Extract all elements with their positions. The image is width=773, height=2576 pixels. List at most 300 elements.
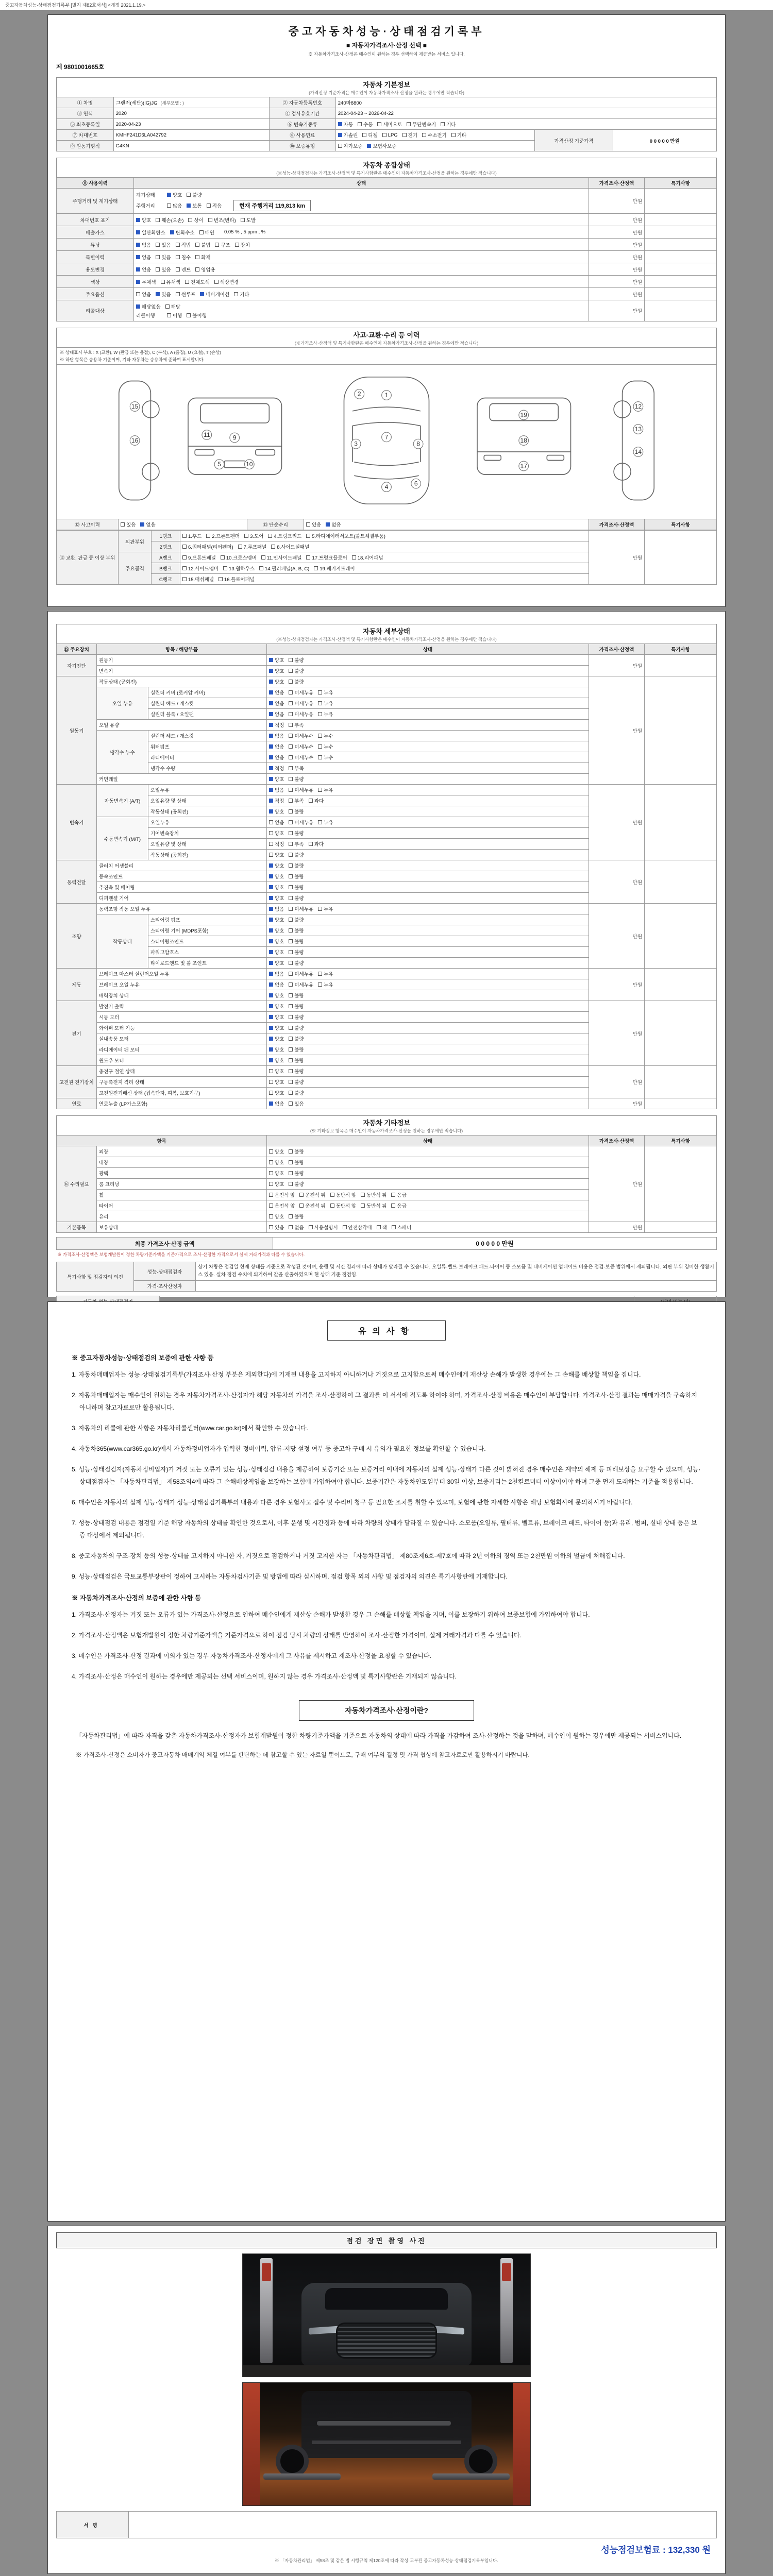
checkbox-option[interactable] xyxy=(269,797,284,804)
checkbox-option[interactable] xyxy=(318,700,333,707)
options-group xyxy=(269,1148,309,1155)
device-group-label: 전기 xyxy=(57,1001,97,1066)
cell: 리콜대상 xyxy=(57,300,134,321)
checkbox-option[interactable] xyxy=(269,1035,284,1042)
cell: 주요옵션 xyxy=(57,288,134,300)
checkbox-option[interactable] xyxy=(269,1213,284,1220)
checkbox-option[interactable] xyxy=(269,1191,295,1198)
cell: 만원 xyxy=(589,189,645,214)
checkbox-option[interactable] xyxy=(358,121,373,128)
checkbox-icon xyxy=(289,723,293,727)
option-label: 운전석 뒤 xyxy=(305,1193,326,1198)
checkbox-option[interactable] xyxy=(289,743,313,750)
checkbox-option[interactable] xyxy=(188,216,203,224)
panel-number-text: 2 xyxy=(357,390,361,398)
checkbox-option[interactable] xyxy=(377,121,402,128)
checkbox-icon xyxy=(306,522,310,527)
checkbox-option[interactable] xyxy=(338,121,353,128)
checkbox-option[interactable] xyxy=(269,840,284,848)
checkbox-option[interactable] xyxy=(289,829,304,837)
checkbox-option[interactable] xyxy=(318,743,333,750)
checkbox-option[interactable] xyxy=(306,554,347,561)
checkbox-option[interactable] xyxy=(182,565,219,572)
checkbox-option[interactable] xyxy=(156,216,183,224)
option-label: 불량 xyxy=(294,885,304,891)
checkbox-option[interactable] xyxy=(422,131,447,139)
checkbox-option[interactable] xyxy=(206,532,240,539)
checkbox-option[interactable] xyxy=(289,689,313,696)
checkbox-option[interactable] xyxy=(289,840,304,848)
checkbox-option[interactable] xyxy=(269,721,284,728)
item-subgroup-label: 자동변속기 (A/T) xyxy=(97,785,148,817)
checkbox-option[interactable] xyxy=(289,797,304,804)
checkbox-option[interactable] xyxy=(289,710,313,718)
checkbox-option[interactable] xyxy=(269,873,284,880)
checkbox-option[interactable] xyxy=(269,851,284,858)
checkbox-option[interactable] xyxy=(187,191,201,198)
checkbox-option[interactable] xyxy=(269,916,284,923)
checkbox-option[interactable] xyxy=(167,312,182,319)
checkbox-option[interactable] xyxy=(176,291,196,298)
section-accident-head xyxy=(56,328,717,347)
checkbox-icon xyxy=(289,658,293,662)
checkbox-option[interactable] xyxy=(269,1078,284,1086)
note-cell xyxy=(645,1146,717,1222)
checkbox-option[interactable] xyxy=(289,656,304,664)
checkbox-option[interactable] xyxy=(299,1202,325,1209)
checkbox-option[interactable] xyxy=(299,1191,325,1198)
checkbox-option[interactable] xyxy=(289,1170,304,1177)
checkbox-icon xyxy=(289,766,293,770)
checkbox-option[interactable] xyxy=(309,797,324,804)
checkbox-option[interactable] xyxy=(156,266,171,273)
checkbox-option[interactable] xyxy=(391,1191,406,1198)
checkbox-option[interactable] xyxy=(156,241,171,248)
checkbox-option[interactable] xyxy=(289,873,304,880)
cell xyxy=(645,239,717,251)
section-title-basic: 자동차 기본정보 xyxy=(363,81,410,89)
checkbox-option[interactable] xyxy=(289,927,304,934)
checkbox-option[interactable] xyxy=(289,884,304,891)
checkbox-option[interactable] xyxy=(382,132,398,138)
option-label: 이행 xyxy=(173,313,182,319)
checkbox-option[interactable] xyxy=(269,992,284,999)
checkbox-option[interactable] xyxy=(361,1202,386,1209)
price-cell: 만원 xyxy=(589,1146,645,1222)
checkbox-option[interactable] xyxy=(269,1100,284,1107)
checkbox-option[interactable] xyxy=(309,1224,338,1231)
checkbox-option[interactable] xyxy=(269,732,284,739)
checkbox-option[interactable] xyxy=(289,775,304,783)
checkbox-option[interactable] xyxy=(367,142,396,149)
checkbox-option[interactable] xyxy=(269,689,284,696)
device-group-label: ⑯ 수리필요 xyxy=(57,1146,97,1222)
checkbox-option[interactable] xyxy=(208,216,236,224)
checkbox-option[interactable] xyxy=(269,894,284,902)
option-label: 기타 xyxy=(457,133,467,139)
checkbox-icon xyxy=(221,555,225,560)
checkbox-option[interactable] xyxy=(289,732,313,739)
checkbox-option[interactable] xyxy=(289,1159,304,1166)
notice-section xyxy=(56,1308,717,1760)
checkbox-option[interactable] xyxy=(289,1067,304,1075)
checkbox-option[interactable] xyxy=(136,278,156,285)
checkbox-option[interactable] xyxy=(269,1148,284,1155)
option-label: 불량 xyxy=(294,1080,304,1086)
checkbox-option[interactable] xyxy=(269,775,284,783)
checkbox-icon xyxy=(121,522,125,527)
checkbox-option[interactable] xyxy=(289,1003,304,1010)
checkbox-option[interactable] xyxy=(195,266,215,273)
car-damage-diagram xyxy=(67,367,706,514)
checkbox-option[interactable] xyxy=(289,1024,304,1031)
checkbox-option[interactable] xyxy=(261,554,302,561)
option-label: 있음 xyxy=(161,267,171,273)
checkbox-option[interactable] xyxy=(326,521,341,528)
checkbox-option[interactable] xyxy=(121,521,136,528)
checkbox-option[interactable] xyxy=(289,786,313,793)
checkbox-option[interactable] xyxy=(269,884,284,891)
checkbox-icon xyxy=(441,122,445,126)
checkbox-option[interactable] xyxy=(289,1089,304,1096)
notice-item: 4. 자동차365(www.car365.go.kr)에서 자동차정비업자가 입력한 정비이력, 압류·저당 설정 여부 등 중고차 구매 시 유의가 필요한 정보를 확인할 수 있습니다. xyxy=(72,1445,486,1452)
rank-label: 2랭크 xyxy=(152,541,180,552)
item-label: 와이퍼 모터 기능 xyxy=(97,1023,267,1033)
checkbox-option[interactable] xyxy=(289,992,304,999)
checkbox-option[interactable] xyxy=(161,278,181,285)
checkbox-option[interactable] xyxy=(271,543,309,550)
checkbox-option[interactable] xyxy=(170,229,195,236)
cell xyxy=(180,541,589,552)
checkbox-option[interactable] xyxy=(269,1057,284,1064)
checkbox-option[interactable] xyxy=(241,216,256,224)
checkbox-option[interactable] xyxy=(289,948,304,956)
checked-checkbox-icon xyxy=(269,928,273,933)
checkbox-option[interactable] xyxy=(200,291,229,298)
checkbox-option[interactable] xyxy=(269,710,284,718)
option-label: 양호 xyxy=(275,1004,284,1010)
checkbox-option[interactable] xyxy=(269,1159,284,1166)
checkbox-option[interactable] xyxy=(362,131,377,139)
checkbox-option[interactable] xyxy=(318,710,333,718)
options-group xyxy=(269,894,309,902)
checked-checkbox-icon xyxy=(269,993,273,997)
checkbox-option[interactable] xyxy=(289,1035,304,1042)
checkbox-icon xyxy=(269,853,273,857)
checkbox-option[interactable] xyxy=(269,678,284,685)
checkbox-option[interactable] xyxy=(269,1003,284,1010)
checkbox-icon xyxy=(289,961,293,965)
checkbox-option[interactable] xyxy=(289,970,313,977)
checkbox-option[interactable] xyxy=(182,543,233,550)
checkbox-option[interactable] xyxy=(289,1224,304,1231)
checkbox-option[interactable] xyxy=(392,1224,412,1231)
cell xyxy=(267,1168,589,1179)
checkbox-option[interactable] xyxy=(269,808,284,815)
checkbox-option[interactable] xyxy=(314,565,355,572)
checkbox-option[interactable] xyxy=(289,808,304,815)
checkbox-option[interactable] xyxy=(269,754,284,761)
checkbox-option[interactable] xyxy=(182,554,216,561)
checkbox-option[interactable] xyxy=(289,851,304,858)
checkbox-option[interactable] xyxy=(176,266,191,273)
checkbox-option[interactable] xyxy=(136,241,151,248)
option-label: 7.루프패널 xyxy=(243,545,267,550)
checked-checkbox-icon xyxy=(269,1004,273,1008)
checkbox-option[interactable] xyxy=(165,303,180,310)
section-title-detail: 자동차 세부상태 xyxy=(363,628,410,635)
cell xyxy=(645,189,717,214)
item-label: 오일유량 및 상태 xyxy=(148,795,267,806)
section-title-misc: 자동차 기타정보 xyxy=(363,1119,410,1127)
checkbox-option[interactable] xyxy=(338,142,363,149)
checkbox-option[interactable] xyxy=(318,905,333,912)
inspection-photo-underbody xyxy=(242,2382,531,2506)
checkbox-option[interactable] xyxy=(136,291,151,298)
checkbox-icon xyxy=(391,1193,395,1197)
checkbox-option[interactable] xyxy=(269,970,284,977)
checkbox-option[interactable] xyxy=(207,202,222,209)
checkbox-icon xyxy=(391,1204,395,1208)
checkbox-option[interactable] xyxy=(176,253,191,261)
checkbox-option[interactable] xyxy=(289,1013,304,1021)
option-label: 14.필러패널(A, B, C) xyxy=(265,566,310,572)
checkbox-option[interactable] xyxy=(185,278,210,285)
checkbox-option[interactable] xyxy=(318,732,333,739)
checkbox-option[interactable] xyxy=(318,970,333,977)
checkbox-option[interactable] xyxy=(289,754,313,761)
checkbox-option[interactable] xyxy=(219,575,255,583)
checkbox-option[interactable] xyxy=(176,241,191,248)
options-group xyxy=(269,1078,309,1086)
checkbox-option[interactable] xyxy=(407,121,436,128)
panel-group-label: 외판부위 xyxy=(119,531,152,552)
options-group xyxy=(269,689,338,696)
checkbox-option[interactable] xyxy=(259,565,309,572)
checkbox-option[interactable] xyxy=(223,565,255,572)
checkbox-option[interactable] xyxy=(289,916,304,923)
checkbox-option[interactable] xyxy=(309,840,324,848)
option-label: 17.트렁크플로어 xyxy=(312,555,347,561)
checkbox-option[interactable] xyxy=(244,532,263,539)
checkbox-option[interactable] xyxy=(269,862,284,869)
cell: 만원 xyxy=(589,531,645,585)
checkbox-option[interactable] xyxy=(136,253,151,261)
checkbox-option[interactable] xyxy=(289,959,304,967)
checked-checkbox-icon xyxy=(269,907,273,911)
checkbox-icon xyxy=(309,799,313,803)
overall-row xyxy=(57,288,717,300)
checkbox-option[interactable] xyxy=(269,829,284,837)
checkbox-option[interactable] xyxy=(330,1191,356,1198)
option-label: 없음 xyxy=(275,820,284,826)
checkbox-option[interactable] xyxy=(182,575,214,583)
checkbox-option[interactable] xyxy=(269,1224,284,1231)
detail-state-table xyxy=(56,643,717,1109)
checkbox-option[interactable] xyxy=(289,678,304,685)
checkbox-option[interactable] xyxy=(402,131,417,139)
option-label: 양호 xyxy=(275,961,284,967)
checked-checkbox-icon xyxy=(338,133,342,137)
checkbox-icon xyxy=(182,534,187,538)
checkbox-option[interactable] xyxy=(238,543,267,550)
checkbox-option[interactable] xyxy=(140,521,155,528)
checkbox-option[interactable] xyxy=(167,202,182,209)
option-label: 불량 xyxy=(294,950,304,956)
option-label: 있음 xyxy=(126,522,136,528)
checkbox-option[interactable] xyxy=(306,521,321,528)
vin-label: ⑦ 차대번호 xyxy=(57,130,114,141)
overall-row xyxy=(57,300,717,321)
checkbox-option[interactable] xyxy=(338,131,358,139)
option-label: 상이 xyxy=(194,217,204,224)
checkbox-option[interactable] xyxy=(235,241,250,248)
checkbox-option[interactable] xyxy=(269,743,284,750)
option-label: 안전삼각대 xyxy=(348,1225,372,1231)
checkbox-option[interactable] xyxy=(352,554,383,561)
cell xyxy=(267,687,589,698)
checkbox-icon xyxy=(299,1204,304,1208)
checkbox-option[interactable] xyxy=(391,1202,406,1209)
checkbox-option[interactable] xyxy=(187,202,201,209)
page-2 xyxy=(47,611,726,1297)
checkbox-option[interactable] xyxy=(221,554,257,561)
checkbox-option[interactable] xyxy=(199,229,214,236)
signature-field[interactable] xyxy=(129,2512,717,2538)
checkbox-option[interactable] xyxy=(214,278,239,285)
checkbox-option[interactable] xyxy=(289,981,313,988)
checkbox-option[interactable] xyxy=(289,819,313,826)
checkbox-option[interactable] xyxy=(268,532,301,539)
checkbox-option[interactable] xyxy=(269,1089,284,1096)
checkbox-option[interactable] xyxy=(289,1148,304,1155)
options-group xyxy=(269,743,338,750)
checkbox-option[interactable] xyxy=(182,532,201,539)
option-label: 불량 xyxy=(294,1047,304,1053)
checkbox-option[interactable] xyxy=(195,253,210,261)
option-label: 없음 xyxy=(275,744,284,750)
checkbox-option[interactable] xyxy=(318,786,333,793)
price-survey-select-label[interactable]: ■ 자동차가격조사·산정 선택 ■ xyxy=(346,42,427,49)
checkbox-icon xyxy=(185,280,189,284)
checkbox-option[interactable] xyxy=(269,948,284,956)
checkbox-option[interactable] xyxy=(289,1100,304,1107)
checkbox-option[interactable] xyxy=(269,927,284,934)
option-label: 부족 xyxy=(294,766,304,772)
checked-checkbox-icon xyxy=(200,292,204,296)
checkbox-option[interactable] xyxy=(234,291,249,298)
checkbox-option[interactable] xyxy=(289,1180,304,1188)
option-label: 불법 xyxy=(201,242,211,248)
checkbox-option[interactable] xyxy=(289,700,313,707)
checkbox-option[interactable] xyxy=(289,894,304,902)
checkbox-option[interactable] xyxy=(289,905,313,912)
checkbox-option[interactable] xyxy=(269,765,284,772)
cell xyxy=(645,300,717,321)
checkbox-option[interactable] xyxy=(269,656,284,664)
checked-checkbox-icon xyxy=(269,1058,273,1062)
checkbox-option[interactable] xyxy=(269,819,284,826)
checkbox-option[interactable] xyxy=(289,1057,304,1064)
checked-checkbox-icon xyxy=(269,658,273,662)
option-label: 미세누수 xyxy=(294,755,314,761)
checkbox-icon xyxy=(309,842,313,846)
checkbox-option[interactable] xyxy=(289,1213,304,1220)
checkbox-option[interactable] xyxy=(269,981,284,988)
checkbox-option[interactable] xyxy=(136,303,161,310)
checkbox-option[interactable] xyxy=(289,721,304,728)
checkbox-option[interactable] xyxy=(269,1202,295,1209)
checkbox-option[interactable] xyxy=(289,765,304,772)
checkbox-option[interactable] xyxy=(136,216,151,224)
checkbox-option[interactable] xyxy=(289,1078,304,1086)
checkbox-option[interactable] xyxy=(318,689,333,696)
options-group xyxy=(136,291,254,298)
option-label: 불량 xyxy=(294,993,304,999)
checkbox-option[interactable] xyxy=(167,191,182,198)
checkbox-option[interactable] xyxy=(441,121,456,128)
checkbox-option[interactable] xyxy=(330,1202,356,1209)
checkbox-option[interactable] xyxy=(269,959,284,967)
checkbox-option[interactable] xyxy=(187,312,207,319)
checkbox-option[interactable] xyxy=(156,291,171,298)
checkbox-option[interactable] xyxy=(289,667,304,674)
checkbox-option[interactable] xyxy=(289,862,304,869)
checkbox-option[interactable] xyxy=(318,981,333,988)
cell xyxy=(267,969,589,979)
checkbox-option[interactable] xyxy=(269,1013,284,1021)
checked-checkbox-icon xyxy=(269,1037,273,1041)
checked-checkbox-icon xyxy=(156,292,160,296)
checkbox-option[interactable] xyxy=(269,700,284,707)
checkbox-option[interactable] xyxy=(269,667,284,674)
checkbox-option[interactable] xyxy=(156,253,171,261)
notice-subtitle-inspection: ※ 중고자동차성능·상태점검의 보증에 관한 사항 등 xyxy=(72,1354,214,1362)
overall-header-state: 상태 xyxy=(134,178,589,189)
checkbox-icon xyxy=(289,690,293,694)
checkbox-option[interactable] xyxy=(195,241,210,248)
cell xyxy=(267,698,589,709)
option-label: 전기 xyxy=(408,133,418,139)
checkbox-option[interactable] xyxy=(318,819,333,826)
checkbox-option[interactable] xyxy=(269,1180,284,1188)
checkbox-option[interactable] xyxy=(289,938,304,945)
checkbox-option[interactable] xyxy=(269,1170,284,1177)
checkbox-option[interactable] xyxy=(269,1046,284,1053)
checkbox-option[interactable] xyxy=(269,1067,284,1075)
checkbox-option[interactable] xyxy=(289,1046,304,1053)
checkbox-option[interactable] xyxy=(318,754,333,761)
reg-no-label: ② 자동차등록번호 xyxy=(269,97,335,108)
checkbox-option[interactable] xyxy=(136,229,165,236)
checkbox-option[interactable] xyxy=(306,532,385,539)
checkbox-option[interactable] xyxy=(269,786,284,793)
checkbox-option[interactable] xyxy=(215,241,230,248)
checkbox-option[interactable] xyxy=(136,266,151,273)
checkbox-option[interactable] xyxy=(451,131,466,139)
checkbox-option[interactable] xyxy=(343,1224,372,1231)
checkbox-option[interactable] xyxy=(269,905,284,912)
checkbox-option[interactable] xyxy=(269,1024,284,1031)
cell xyxy=(267,914,589,925)
options-group xyxy=(269,775,309,783)
item-label: 고전원전기배선 상태 (접속단자, 피복, 보호기구) xyxy=(97,1088,267,1098)
checkbox-option[interactable] xyxy=(361,1191,386,1198)
checkbox-option[interactable] xyxy=(377,1224,387,1231)
checkbox-icon xyxy=(269,1182,273,1186)
checkbox-option[interactable] xyxy=(269,938,284,945)
options-group xyxy=(269,678,309,685)
